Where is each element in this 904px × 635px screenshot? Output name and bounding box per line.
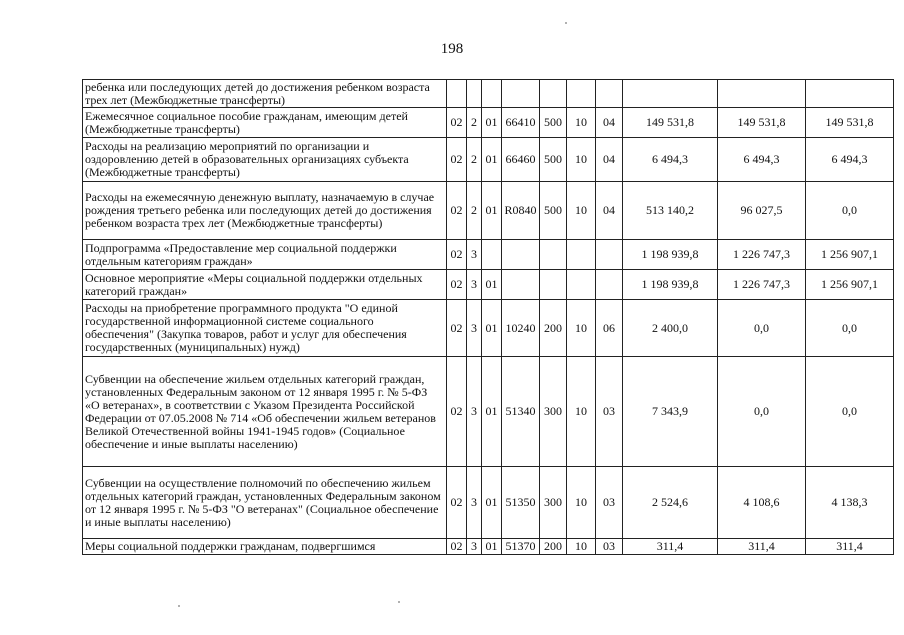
amount-year2-cell: 4 108,6 bbox=[718, 467, 806, 539]
direction-code-cell: 66460 bbox=[502, 138, 540, 182]
expense-type-cell: 200 bbox=[540, 300, 567, 357]
subsection-code-cell bbox=[596, 240, 623, 270]
budget-table bbox=[82, 79, 894, 555]
program-code-cell: 02 bbox=[447, 138, 467, 182]
subprogram-code-cell: 3 bbox=[467, 357, 482, 467]
row-name-cell: Расходы на реализацию мероприятий по организации и оздоровлению детей в образовательных организациях субъекта (Межбюджетные трансферты) bbox=[83, 138, 447, 182]
program-code-cell: 02 bbox=[447, 270, 467, 300]
amount-year1-cell: 6 494,3 bbox=[623, 138, 718, 182]
activity-code-cell: 01 bbox=[482, 108, 502, 138]
section-code-cell: 10 bbox=[567, 138, 596, 182]
section-code-cell: 10 bbox=[567, 108, 596, 138]
subsection-code-cell: 06 bbox=[596, 300, 623, 357]
table-row bbox=[83, 240, 894, 270]
table-row bbox=[83, 539, 894, 555]
amount-year2-cell bbox=[718, 80, 806, 108]
direction-code-cell: R0840 bbox=[502, 182, 540, 240]
amount-year2-cell: 311,4 bbox=[718, 539, 806, 555]
amount-year1-cell: 149 531,8 bbox=[623, 108, 718, 138]
direction-code-cell: 10240 bbox=[502, 300, 540, 357]
table-row bbox=[83, 357, 894, 467]
row-name-cell: Основное мероприятие «Меры социальной поддержки отдельных категорий граждан» bbox=[83, 270, 447, 300]
amount-year1-cell: 1 198 939,8 bbox=[623, 240, 718, 270]
expense-type-cell bbox=[540, 80, 567, 108]
scan-speck bbox=[565, 22, 567, 24]
subsection-code-cell: 04 bbox=[596, 182, 623, 240]
subprogram-code-cell: 3 bbox=[467, 467, 482, 539]
amount-year3-cell: 1 256 907,1 bbox=[806, 240, 894, 270]
activity-code-cell: 01 bbox=[482, 270, 502, 300]
activity-code-cell: 01 bbox=[482, 539, 502, 555]
subsection-code-cell: 04 bbox=[596, 138, 623, 182]
subsection-code-cell bbox=[596, 270, 623, 300]
section-code-cell: 10 bbox=[567, 357, 596, 467]
amount-year2-cell: 1 226 747,3 bbox=[718, 240, 806, 270]
activity-code-cell: 01 bbox=[482, 138, 502, 182]
row-name-cell: Расходы на приобретение программного продукта "О единой государственной информационной системе социального обеспечения" (Закупка товаров, работ и услуг для обеспечения государственных (муниципальных) нужд) bbox=[83, 300, 447, 357]
direction-code-cell: 51370 bbox=[502, 539, 540, 555]
table-row bbox=[83, 108, 894, 138]
amount-year2-cell: 0,0 bbox=[718, 357, 806, 467]
table-row bbox=[83, 80, 894, 108]
section-code-cell: 10 bbox=[567, 467, 596, 539]
scan-speck bbox=[398, 601, 400, 603]
expense-type-cell bbox=[540, 270, 567, 300]
amount-year2-cell: 1 226 747,3 bbox=[718, 270, 806, 300]
activity-code-cell: 01 bbox=[482, 182, 502, 240]
subsection-code-cell bbox=[596, 80, 623, 108]
subprogram-code-cell: 3 bbox=[467, 240, 482, 270]
row-name-cell: Субвенции на обеспечение жильем отдельных категорий граждан, установленных Федеральным законом от 12 января 1995 г. № 5-ФЗ «О ветеранах», в соответствии с Указом Президента Российской Федерации от 07.05.2008 № 714 «Об обеспечении жильем ветеранов Великой Отечественной войны 1941-1945 годов» (Социальное обеспечение и иные выплаты населению) bbox=[83, 357, 447, 467]
row-name-cell: Расходы на ежемесячную денежную выплату, назначаемую в случае рождения третьего ребенка или последующих детей до достижения ребенком возраста трех лет (Межбюджетные трансферты) bbox=[83, 182, 447, 240]
subprogram-code-cell: 2 bbox=[467, 138, 482, 182]
subprogram-code-cell: 3 bbox=[467, 539, 482, 555]
program-code-cell: 02 bbox=[447, 182, 467, 240]
row-name-cell: Подпрограмма «Предоставление мер социальной поддержки отдельным категориям граждан» bbox=[83, 240, 447, 270]
expense-type-cell: 200 bbox=[540, 539, 567, 555]
activity-code-cell: 01 bbox=[482, 357, 502, 467]
activity-code-cell: 01 bbox=[482, 467, 502, 539]
amount-year3-cell: 0,0 bbox=[806, 357, 894, 467]
section-code-cell: 10 bbox=[567, 539, 596, 555]
expense-type-cell: 300 bbox=[540, 357, 567, 467]
direction-code-cell: 51340 bbox=[502, 357, 540, 467]
subprogram-code-cell: 2 bbox=[467, 182, 482, 240]
expense-type-cell: 500 bbox=[540, 138, 567, 182]
expense-type-cell: 300 bbox=[540, 467, 567, 539]
subprogram-code-cell: 2 bbox=[467, 108, 482, 138]
amount-year3-cell: 4 138,3 bbox=[806, 467, 894, 539]
amount-year3-cell: 0,0 bbox=[806, 182, 894, 240]
subsection-code-cell: 04 bbox=[596, 108, 623, 138]
amount-year1-cell bbox=[623, 80, 718, 108]
amount-year2-cell: 0,0 bbox=[718, 300, 806, 357]
direction-code-cell bbox=[502, 240, 540, 270]
activity-code-cell bbox=[482, 240, 502, 270]
amount-year1-cell: 2 400,0 bbox=[623, 300, 718, 357]
table-row bbox=[83, 138, 894, 182]
table-row bbox=[83, 182, 894, 240]
subprogram-code-cell: 3 bbox=[467, 270, 482, 300]
amount-year3-cell: 311,4 bbox=[806, 539, 894, 555]
amount-year1-cell: 1 198 939,8 bbox=[623, 270, 718, 300]
subsection-code-cell: 03 bbox=[596, 357, 623, 467]
amount-year2-cell: 6 494,3 bbox=[718, 138, 806, 182]
program-code-cell: 02 bbox=[447, 240, 467, 270]
activity-code-cell bbox=[482, 80, 502, 108]
direction-code-cell bbox=[502, 270, 540, 300]
program-code-cell: 02 bbox=[447, 108, 467, 138]
amount-year2-cell: 96 027,5 bbox=[718, 182, 806, 240]
subprogram-code-cell: 3 bbox=[467, 300, 482, 357]
program-code-cell: 02 bbox=[447, 357, 467, 467]
row-name-cell: Меры социальной поддержки гражданам, подвергшимся bbox=[83, 539, 447, 555]
section-code-cell bbox=[567, 80, 596, 108]
table-row bbox=[83, 270, 894, 300]
program-code-cell: 02 bbox=[447, 467, 467, 539]
section-code-cell: 10 bbox=[567, 182, 596, 240]
amount-year2-cell: 149 531,8 bbox=[718, 108, 806, 138]
program-code-cell bbox=[447, 80, 467, 108]
section-code-cell bbox=[567, 270, 596, 300]
direction-code-cell: 66410 bbox=[502, 108, 540, 138]
amount-year3-cell: 149 531,8 bbox=[806, 108, 894, 138]
table-body bbox=[83, 80, 894, 555]
section-code-cell: 10 bbox=[567, 300, 596, 357]
scan-speck bbox=[178, 605, 180, 607]
amount-year1-cell: 311,4 bbox=[623, 539, 718, 555]
page-number: 198 bbox=[440, 41, 464, 57]
amount-year3-cell: 6 494,3 bbox=[806, 138, 894, 182]
amount-year3-cell: 0,0 bbox=[806, 300, 894, 357]
expense-type-cell bbox=[540, 240, 567, 270]
program-code-cell: 02 bbox=[447, 539, 467, 555]
amount-year3-cell: 1 256 907,1 bbox=[806, 270, 894, 300]
table-row bbox=[83, 300, 894, 357]
amount-year1-cell: 2 524,6 bbox=[623, 467, 718, 539]
row-name-cell: Ежемесячное социальное пособие гражданам, имеющим детей (Межбюджетные трансферты) bbox=[83, 108, 447, 138]
expense-type-cell: 500 bbox=[540, 182, 567, 240]
amount-year1-cell: 7 343,9 bbox=[623, 357, 718, 467]
subprogram-code-cell bbox=[467, 80, 482, 108]
direction-code-cell: 51350 bbox=[502, 467, 540, 539]
amount-year3-cell bbox=[806, 80, 894, 108]
section-code-cell bbox=[567, 240, 596, 270]
program-code-cell: 02 bbox=[447, 300, 467, 357]
row-name-cell: ребенка или последующих детей до достижения ребенком возраста трех лет (Межбюджетные трансферты) bbox=[83, 80, 447, 108]
activity-code-cell: 01 bbox=[482, 300, 502, 357]
direction-code-cell bbox=[502, 80, 540, 108]
subsection-code-cell: 03 bbox=[596, 539, 623, 555]
expense-type-cell: 500 bbox=[540, 108, 567, 138]
subsection-code-cell: 03 bbox=[596, 467, 623, 539]
table-row bbox=[83, 467, 894, 539]
row-name-cell: Субвенции на осуществление полномочий по обеспечению жильем отдельных категорий граждан, установленных Федеральным законом от 12 января 1995 г. № 5-ФЗ "О ветеранах" (Социальное обеспечение и иные выплаты населению) bbox=[83, 467, 447, 539]
amount-year1-cell: 513 140,2 bbox=[623, 182, 718, 240]
